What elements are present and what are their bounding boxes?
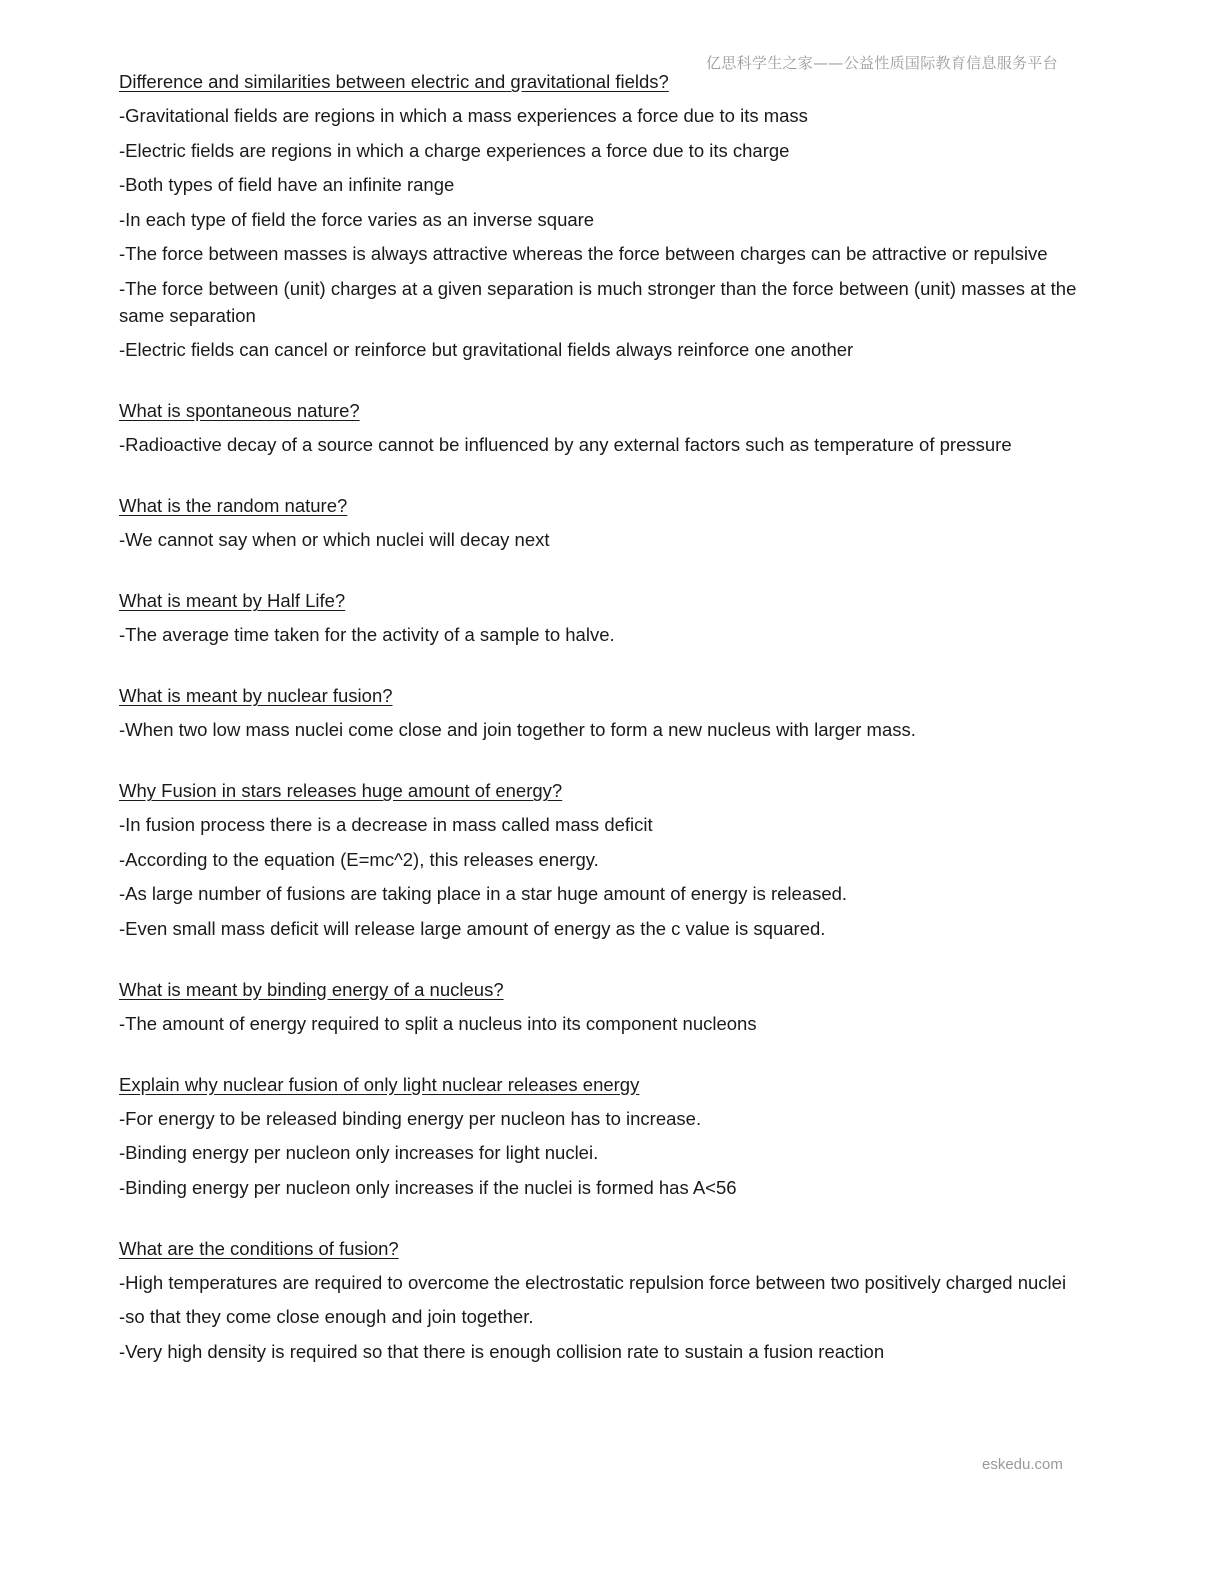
section-heading: What are the conditions of fusion? [119, 1237, 399, 1259]
section-field-comparison [119, 68, 1109, 363]
section-spontaneous-nature [119, 397, 1109, 458]
bullet-line: -Very high density is required so that there is enough collision rate to sustain a fusion reaction [119, 1340, 885, 1362]
section-heading: What is meant by binding energy of a nucleus? [119, 978, 504, 1000]
watermark-top: 亿思科学生之家——公益性质国际教育信息服务平台 [706, 54, 1058, 72]
watermark-bottom: eskedu.com [982, 1456, 1063, 1473]
section-fusion-in-stars [119, 777, 1109, 942]
bullet-line: -so that they come close enough and join together. [119, 1306, 534, 1327]
section-nuclear-fusion [119, 682, 1109, 743]
bullet-line: -When two low mass nuclei come close and join together to form a new nucleus with larger mass. [119, 719, 916, 740]
section-heading: Difference and similarities between electric and gravitational fields? [119, 71, 669, 92]
bullet-line: -Both types of field have an infinite range [119, 174, 455, 195]
section-heading: Explain why nuclear fusion of only light nuclear releases energy [119, 1073, 640, 1095]
bullet-line: -The force between masses is always attractive whereas the force between charges can be attractive or repulsive [119, 243, 1048, 264]
section-random-nature [119, 492, 1109, 553]
bullet-line: -In fusion process there is a decrease in mass called mass deficit [119, 814, 653, 835]
section-heading: Why Fusion in stars releases huge amount of energy? [119, 780, 563, 801]
section-binding-energy [119, 976, 1109, 1037]
section-light-nuclei-fusion [119, 1071, 1109, 1201]
document-body [119, 68, 1109, 1399]
bullet-line: -Binding energy per nucleon only increases for light nuclei. [119, 1142, 599, 1163]
bullet-line: -The average time taken for the activity of a sample to halve. [119, 624, 615, 645]
bullet-line: -The amount of energy required to split a nucleus into its component nucleons [119, 1012, 757, 1034]
bullet-line: -Binding energy per nucleon only increases if the nuclei is formed has A<56 [119, 1176, 737, 1198]
bullet-line: -Gravitational fields are regions in which a mass experiences a force due to its mass [119, 105, 808, 126]
section-heading: What is spontaneous nature? [119, 400, 360, 421]
bullet-line: -High temperatures are required to overcome the electrostatic repulsion force between two positively charged nuclei [119, 1271, 1067, 1293]
bullet-line: -In each type of field the force varies as an inverse square [119, 208, 595, 230]
bullet-line: -For energy to be released binding energy per nucleon has to increase. [119, 1107, 702, 1129]
section-heading: What is meant by Half Life? [119, 590, 346, 611]
section-half-life [119, 587, 1109, 648]
bullet-line: -The force between (unit) charges at a given separation is much stronger than the force between (unit) masses at the same separation [119, 277, 1077, 326]
bullet-line: -Electric fields can cancel or reinforce but gravitational fields always reinforce one another [119, 339, 854, 360]
bullet-line: -As large number of fusions are taking place in a star huge amount of energy is released. [119, 883, 848, 904]
bullet-line: -We cannot say when or which nuclei will decay next [119, 529, 550, 550]
bullet-line: -According to the equation (E=mc^2), this releases energy. [119, 848, 599, 870]
bullet-line: -Radioactive decay of a source cannot be influenced by any external factors such as temperature of pressure [119, 434, 1012, 455]
section-heading: What is the random nature? [119, 495, 348, 516]
section-fusion-conditions [119, 1235, 1109, 1365]
bullet-line: -Even small mass deficit will release large amount of energy as the c value is squared. [119, 917, 826, 939]
section-heading: What is meant by nuclear fusion? [119, 685, 393, 706]
bullet-line: -Electric fields are regions in which a charge experiences a force due to its charge [119, 139, 790, 161]
